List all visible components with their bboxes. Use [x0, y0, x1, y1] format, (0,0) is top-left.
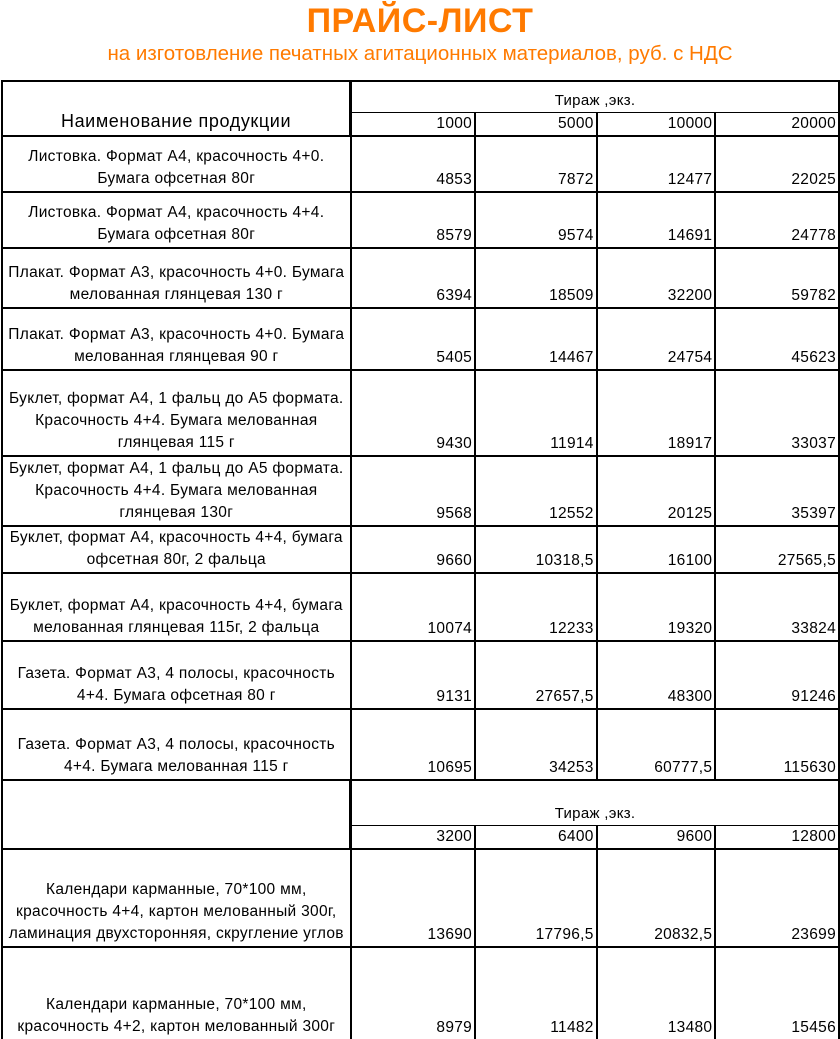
quantity-header: 12800	[715, 826, 839, 850]
price-cell: 115630	[715, 709, 839, 780]
price-cell: 34253	[475, 709, 597, 780]
price-cell: 24754	[597, 308, 716, 370]
price-cell: 6394	[351, 248, 476, 308]
price-cell: 12552	[475, 456, 597, 526]
price-cell: 10695	[351, 709, 476, 780]
table-row	[2, 709, 839, 780]
price-table	[1, 80, 840, 1039]
price-cell: 4853	[351, 136, 476, 192]
tirazh-label: Тираж ,экз.	[351, 81, 839, 112]
product-name: Газета. Формат А3, 4 полосы, красочность 4+4. Бумага офсетная 80 г	[2, 641, 351, 709]
price-cell: 60777,5	[597, 709, 716, 780]
price-cell: 15456	[715, 947, 839, 1039]
price-cell: 8979	[351, 947, 476, 1039]
table-row	[2, 136, 839, 192]
price-cell: 8579	[351, 192, 476, 248]
product-name: Календари карманные, 70*100 мм, красочность 4+4, картон мелованный 300г, ламинация двухсторонняя, скругление углов	[2, 849, 351, 947]
price-cell: 11482	[475, 947, 597, 1039]
quantity-header: 20000	[715, 112, 839, 136]
price-cell: 10074	[351, 573, 476, 641]
price-cell: 45623	[715, 308, 839, 370]
price-cell: 18509	[475, 248, 597, 308]
price-cell: 9131	[351, 641, 476, 709]
price-cell: 13690	[351, 849, 476, 947]
product-name: Буклет, формат А4, красочность 4+4, бумага мелованная глянцевая 115г, 2 фальца	[2, 573, 351, 641]
table-row	[2, 573, 839, 641]
product-name: Календари карманные, 70*100 мм, красочность 4+2, картон мелованный 300г	[2, 947, 351, 1039]
price-cell: 12233	[475, 573, 597, 641]
price-cell: 27565,5	[715, 526, 839, 573]
section2-header-row	[2, 780, 839, 826]
price-cell: 9574	[475, 192, 597, 248]
price-cell: 10318,5	[475, 526, 597, 573]
table-row	[2, 248, 839, 308]
price-cell: 20832,5	[597, 849, 716, 947]
quantity-header: 1000	[351, 112, 476, 136]
product-name: Газета. Формат А3, 4 полосы, красочность 4+4. Бумага мелованная 115 г	[2, 709, 351, 780]
price-cell: 5405	[351, 308, 476, 370]
price-cell: 18917	[597, 370, 716, 456]
price-cell: 14467	[475, 308, 597, 370]
price-cell: 14691	[597, 192, 716, 248]
product-name: Листовка. Формат А4, красочность 4+4. Бумага офсетная 80г	[2, 192, 351, 248]
price-cell: 24778	[715, 192, 839, 248]
price-cell: 7872	[475, 136, 597, 192]
price-cell: 11914	[475, 370, 597, 456]
product-name: Буклет, формат А4, 1 фальц до А5 формата. Красочность 4+4. Бумага мелованная глянцевая 130г	[2, 456, 351, 526]
quantity-header: 3200	[351, 826, 476, 850]
price-cell: 32200	[597, 248, 716, 308]
price-cell: 22025	[715, 136, 839, 192]
product-name: Плакат. Формат А3, красочность 4+0. Бумага мелованная глянцевая 130 г	[2, 248, 351, 308]
price-cell: 27657,5	[475, 641, 597, 709]
price-cell: 35397	[715, 456, 839, 526]
quantity-header: 10000	[597, 112, 716, 136]
column-header-name: Наименование продукции	[2, 81, 351, 136]
table-row	[2, 308, 839, 370]
product-name: Буклет, формат А4, 1 фальц до А5 формата. Красочность 4+4. Бумага мелованная глянцевая 115 г	[2, 370, 351, 456]
price-cell: 19320	[597, 573, 716, 641]
product-name: Буклет, формат А4, красочность 4+4, бумага офсетная 80г, 2 фальца	[2, 526, 351, 573]
product-name: Плакат. Формат А3, красочность 4+0. Бумага мелованная глянцевая 90 г	[2, 308, 351, 370]
price-cell: 33824	[715, 573, 839, 641]
table-header-row	[2, 81, 839, 112]
table-row	[2, 456, 839, 526]
table-row	[2, 641, 839, 709]
page-title: ПРАЙС-ЛИСТ	[306, 2, 534, 40]
price-cell: 23699	[715, 849, 839, 947]
table-row	[2, 370, 839, 456]
price-cell: 48300	[597, 641, 716, 709]
price-cell: 59782	[715, 248, 839, 308]
price-cell: 17796,5	[475, 849, 597, 947]
quantity-header: 5000	[475, 112, 597, 136]
price-cell: 9660	[351, 526, 476, 573]
price-cell: 20125	[597, 456, 716, 526]
price-cell: 9430	[351, 370, 476, 456]
table-row	[2, 947, 839, 1039]
price-cell: 13480	[597, 947, 716, 1039]
quantity-header: 6400	[475, 826, 597, 850]
section2-tirazh-label: Тираж ,экз.	[351, 780, 839, 826]
table-row	[2, 526, 839, 573]
page-subtitle: на изготовление печатных агитационных материалов, руб. с НДС	[107, 42, 733, 65]
price-cell: 91246	[715, 641, 839, 709]
table-row	[2, 192, 839, 248]
table-row	[2, 849, 839, 947]
product-name: Листовка. Формат А4, красочность 4+0. Бумага офсетная 80г	[2, 136, 351, 192]
price-cell: 12477	[597, 136, 716, 192]
price-cell: 16100	[597, 526, 716, 573]
price-cell: 9568	[351, 456, 476, 526]
price-cell: 33037	[715, 370, 839, 456]
quantity-header: 9600	[597, 826, 716, 850]
section2-name-header	[2, 780, 351, 850]
